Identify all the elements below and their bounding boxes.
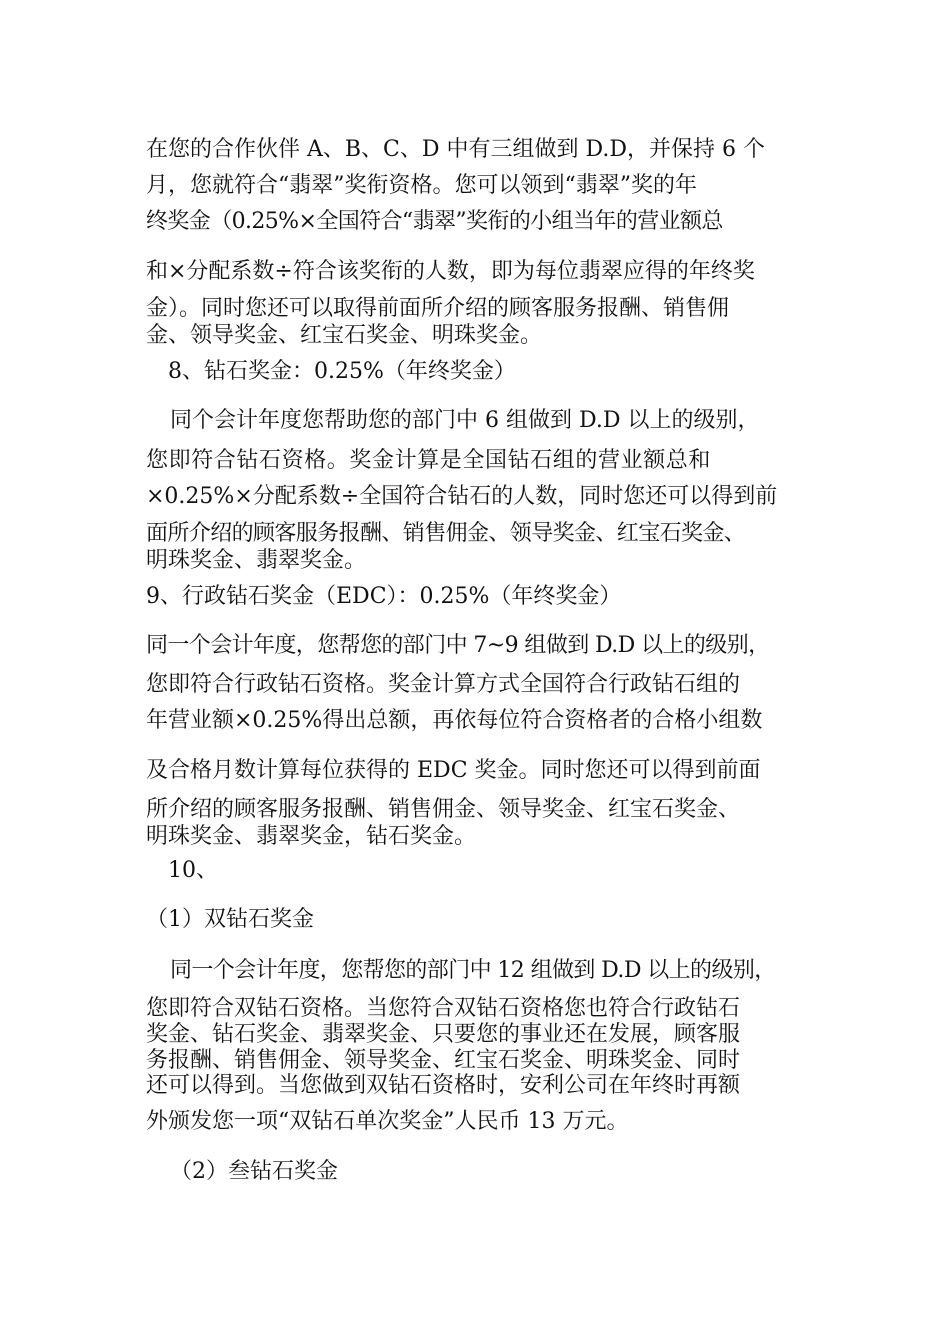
paragraph-line: 同一个会计年度，您帮您的部门中 7~9 组做到 D.D 以上的级别， <box>146 633 770 658</box>
paragraph-line: 金）。同时您还可以取得前面所介绍的顾客服务报酬、销售佣 <box>146 296 730 321</box>
paragraph-line: 在您的合作伙伴 A、B、C、D 中有三组做到 D.D，并保持 6 个 <box>146 137 765 162</box>
paragraph-line: 金、领导奖金、红宝石奖金、明珠奖金。 <box>146 323 543 348</box>
paragraph-line: 明珠奖金、翡翠奖金。 <box>146 548 367 573</box>
subsection-heading-1: （1）双钻石奖金 <box>146 907 314 932</box>
paragraph-line: 同个会计年度您帮助您的部门中 6 组做到 D.D 以上的级别， <box>170 408 760 433</box>
section-heading-8: 8、钻石奖金：0.25%（年终奖金） <box>168 359 516 384</box>
paragraph-line: 及合格月数计算每位获得的 EDC 奖金。同时您还可以得到前面 <box>146 758 761 783</box>
subsection-heading-2: （2）叁钻石奖金 <box>170 1159 338 1184</box>
paragraph-line: 所介绍的顾客服务报酬、销售佣金、领导奖金、红宝石奖金、 <box>146 797 741 822</box>
paragraph-line: 同一个会计年度，您帮您的部门中 12 组做到 D.D 以上的级别， <box>170 958 776 983</box>
paragraph-line: 您即符合钻石资格。奖金计算是全国钻石组的营业额总和 <box>146 448 712 473</box>
paragraph-line: 还可以得到。当您做到双钻石资格时，安利公司在年终时再额 <box>146 1073 741 1098</box>
paragraph-line: 务报酬、销售佣金、领导奖金、红宝石奖金、明珠奖金、同时 <box>146 1048 741 1073</box>
paragraph-line: 年营业额×0.25%得出总额，再依每位符合资格者的合格小组数 <box>146 708 763 733</box>
section-heading-9: 9、行政钻石奖金（EDC）：0.25%（年终奖金） <box>146 584 622 609</box>
paragraph-line: 月，您就符合“翡翠”奖衔资格。您可以领到“翡翠”奖的年 <box>146 173 697 198</box>
paragraph-line: 外颁发您一项“双钻石单次奖金”人民币 13 万元。 <box>146 1109 629 1134</box>
paragraph-line: ×0.25%×分配系数÷全国符合钻石的人数，同时您还可以得到前 <box>146 484 778 509</box>
paragraph-line: 面所介绍的顾客服务报酬、销售佣金、领导奖金、红宝石奖金、 <box>146 521 746 546</box>
paragraph-line: 您即符合双钻石资格。当您符合双钻石资格您也符合行政钻石 <box>146 996 741 1021</box>
paragraph-line: 明珠奖金、翡翠奖金，钻石奖金。 <box>146 824 477 849</box>
section-heading-10: 10、 <box>168 858 218 883</box>
paragraph-line: 奖金、钻石奖金、翡翠奖金、只要您的事业还在发展，顾客服 <box>146 1022 741 1047</box>
paragraph-line: 您即符合行政钻石资格。奖金计算方式全国符合行政钻石组的 <box>146 672 741 697</box>
paragraph-line: 终奖金（0.25%×全国符合“翡翠”奖衔的小组当年的营业额总 <box>146 209 723 234</box>
paragraph-line: 和×分配系数÷符合该奖衔的人数，即为每位翡翠应得的年终奖 <box>146 259 755 284</box>
